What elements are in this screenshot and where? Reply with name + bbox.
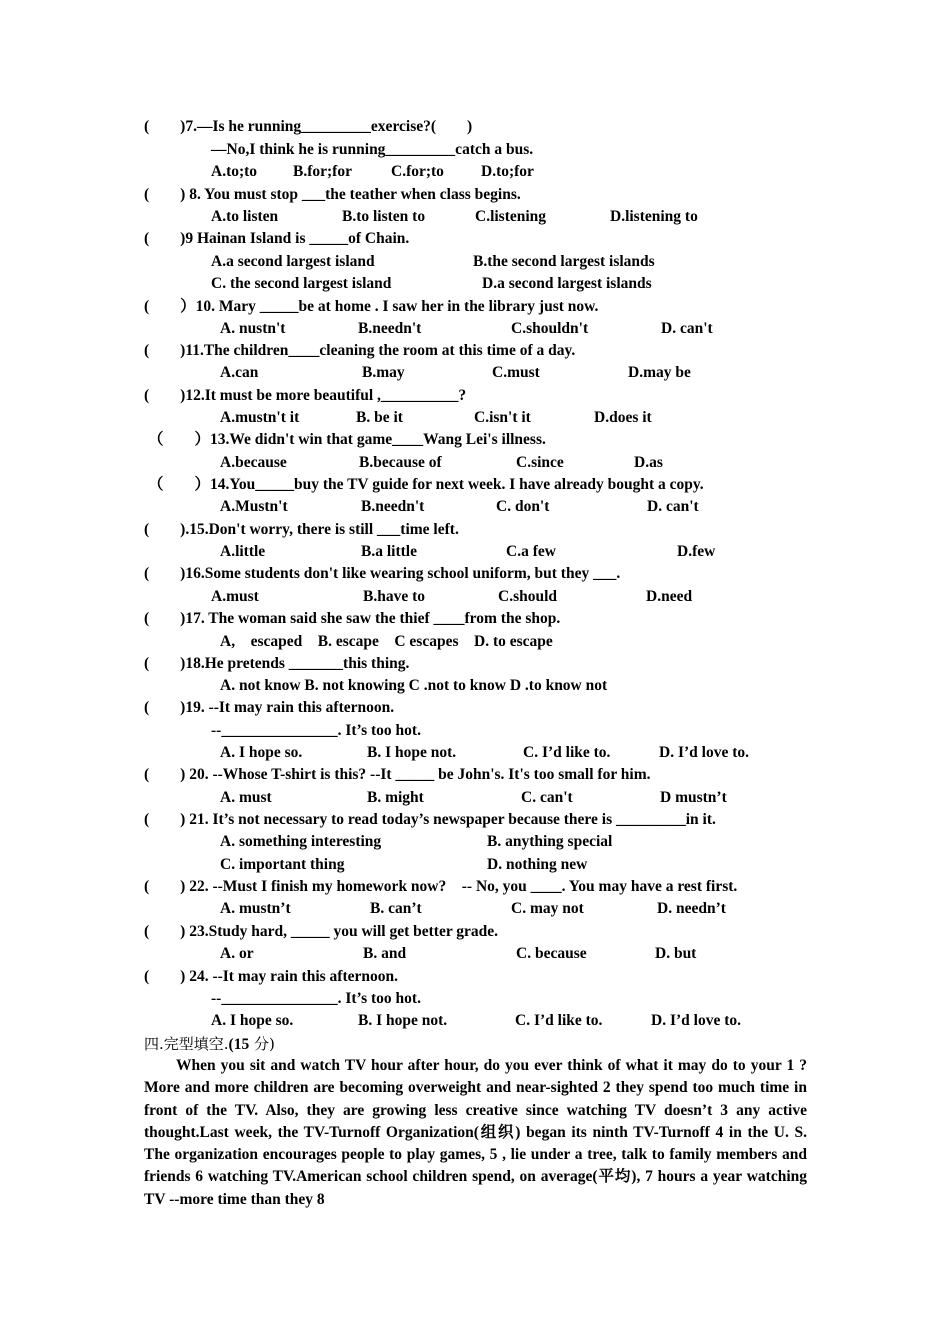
option-c: C. may not [511, 900, 584, 917]
question-16 [0, 563, 950, 585]
question-9-options-row2 [0, 273, 950, 295]
question-stem: ( )9 Hainan Island is _____of Chain. [144, 230, 410, 247]
option-d: D. I’d love to. [651, 1012, 741, 1029]
question-15-options [0, 541, 950, 563]
question-8 [0, 184, 950, 206]
section-heading-cn: 四.完型填空. [144, 1035, 229, 1053]
option-a: A.Mustn't [220, 498, 288, 515]
option-b: B. and [363, 945, 407, 962]
option-d: D.as [634, 454, 663, 471]
question-19 [0, 697, 950, 719]
options-line: A. not know B. not knowing C .not to know D .to know not [220, 677, 608, 694]
question-stem: （ ）13.We didn't win that game____Wang Lei's illness. [148, 431, 546, 448]
question-8-options [0, 206, 950, 228]
question-20 [0, 764, 950, 786]
option-a: A. or [220, 945, 254, 962]
question-7-options [0, 161, 950, 183]
option-d: D. I’d love to. [659, 744, 749, 761]
question-22-options [0, 898, 950, 920]
option-b: B.a little [361, 543, 417, 560]
option-a: A. mustn’t [220, 900, 291, 917]
option-c: C.isn't it [474, 409, 531, 426]
question-14 [0, 474, 950, 496]
option-c: C. because [516, 945, 587, 962]
question-12-options [0, 407, 950, 429]
option-a: A. something interesting [220, 833, 382, 850]
option-a: A.to listen [211, 208, 279, 225]
option-a: A. must [220, 789, 272, 806]
option-d: D. needn’t [657, 900, 726, 917]
option-d: D mustn’t [660, 789, 727, 806]
option-d: D.may be [628, 364, 691, 381]
question-21-options-row2 [0, 854, 950, 876]
question-stem: ( ).15.Don't worry, there is still ___time left. [144, 521, 459, 538]
section-points: (15 [228, 1036, 250, 1053]
option-b: B. I hope not. [367, 744, 457, 761]
question-13 [0, 429, 950, 451]
question-stem: ( )17. The woman said she saw the thief ____from the shop. [144, 610, 561, 627]
option-b: B. can’t [370, 900, 422, 917]
question-21-options-row1 [0, 831, 950, 853]
question-stem: （ ）14.You_____buy the TV guide for next week. I have already bought a copy. [148, 476, 704, 493]
option-a: A.must [211, 588, 259, 605]
option-c: C.must [492, 364, 540, 381]
question-stem: ( ) 24. --It may rain this afternoon. [144, 968, 399, 985]
question-stem: ( ) 21. It’s not necessary to read today’s newspaper because there is _________in it. [144, 811, 716, 828]
question-18 [0, 653, 950, 675]
option-b: B.because of [359, 454, 442, 471]
question-stem: ( )7.—Is he running_________exercise?( ) [144, 118, 473, 135]
option-c: C.shouldn't [511, 320, 589, 337]
question-13-options [0, 452, 950, 474]
option-a: A.little [220, 543, 266, 560]
passage-text: When you sit and watch TV hour after hour, do you ever think of what it may do to your 1 ?More and more children are becoming overweight and near-sighted 2 they spend too much time in front of the TV. Also, they are growing less creative since watching TV doesn’t 3 any active thought.Last week, the TV-Turnoff Organization(组织) began its ninth TV-Turnoff 4 in the U. S. The organization encourages people to play games, 5 , lie under a tree, talk to family members and friends 6 watching TV.American school children spend, on average(平均), 7 hours a year watching TV --more time than they 8 [144, 1057, 807, 1208]
question-stem: ( )19. --It may rain this afternoon. [144, 699, 395, 716]
option-c: C. I’d like to. [523, 744, 611, 761]
question-17-options [0, 631, 950, 653]
question-stem: ( ) 22. --Must I finish my homework now? -- No, you ____. You may have a rest first. [144, 878, 738, 895]
question-23-options [0, 943, 950, 965]
question-11-options [0, 362, 950, 384]
option-a: A.can [220, 364, 259, 381]
option-b: B.needn't [358, 320, 422, 337]
question-12 [0, 385, 950, 407]
option-b: B. I hope not. [358, 1012, 448, 1029]
section-heading [0, 1033, 950, 1055]
option-b: B.may [362, 364, 405, 381]
option-b: B.have to [363, 588, 425, 605]
question-21 [0, 809, 950, 831]
option-b: B.to listen to [342, 208, 426, 225]
question-24-options [0, 1010, 950, 1032]
question-stem: ( )18.He pretends _______this thing. [144, 655, 410, 672]
section-points-cn: 分) [249, 1035, 275, 1053]
option-b: B.needn't [361, 498, 425, 515]
question-10-options [0, 318, 950, 340]
option-a: A.a second largest island [211, 253, 375, 270]
section-heading-text [144, 1033, 275, 1056]
question-24 [0, 966, 950, 988]
question-18-options [0, 675, 950, 697]
question-24-continuation [0, 988, 950, 1010]
option-c: C. I’d like to. [515, 1012, 603, 1029]
option-d: D. can't [661, 320, 713, 337]
option-d: D.to;for [481, 163, 534, 180]
question-15 [0, 519, 950, 541]
option-c: C.listening [475, 208, 547, 225]
option-c: C. don't [496, 498, 550, 515]
cloze-passage [144, 1055, 807, 1211]
option-b: B.for;for [293, 163, 352, 180]
option-a: A.mustn't it [220, 409, 300, 426]
question-stem: ( ) 8. You must stop ___the teather when class begins. [144, 186, 521, 203]
question-9-options-row1 [0, 251, 950, 273]
option-d: D.need [646, 588, 693, 605]
question-22 [0, 876, 950, 898]
question-7 [0, 116, 950, 138]
option-c: C.since [516, 454, 564, 471]
question-23 [0, 921, 950, 943]
option-a: A. I hope so. [220, 744, 303, 761]
question-stem: ( )16.Some students don't like wearing school uniform, but they ___. [144, 565, 621, 582]
option-a: A.to;to [211, 163, 258, 180]
option-b: B.the second largest islands [473, 253, 655, 270]
option-d: D.listening to [610, 208, 698, 225]
option-b: B. be it [356, 409, 403, 426]
question-11 [0, 340, 950, 362]
option-d: D. can't [647, 498, 699, 515]
question-continuation: --_______________. It’s too hot. [211, 722, 421, 739]
option-a: A. I hope so. [211, 1012, 294, 1029]
question-14-options [0, 496, 950, 518]
question-20-options [0, 787, 950, 809]
question-16-options [0, 586, 950, 608]
option-a: A. nustn't [220, 320, 286, 337]
question-stem: ( ) 20. --Whose T-shirt is this? --It _____ be John's. It's too small for him. [144, 766, 651, 783]
option-d: D.few [677, 543, 716, 560]
option-c: C.for;to [391, 163, 444, 180]
option-a: A.because [220, 454, 287, 471]
option-c: C.should [498, 588, 558, 605]
option-d: D. but [655, 945, 697, 962]
question-stem: ( ）10. Mary _____be at home . I saw her in the library just now. [144, 298, 599, 315]
option-b: B. anything special [487, 833, 613, 850]
question-stem: ( )11.The children____cleaning the room at this time of a day. [144, 342, 576, 359]
question-9 [0, 228, 950, 250]
option-d: D.a second largest islands [482, 275, 652, 292]
question-continuation: —No,I think he is running_________catch a bus. [211, 141, 534, 158]
option-d: D. nothing new [487, 856, 588, 873]
question-17 [0, 608, 950, 630]
question-19-continuation [0, 720, 950, 742]
options-line: A, escaped B. escape C escapes D. to escape [220, 633, 553, 650]
option-c: C.a few [506, 543, 556, 560]
question-10 [0, 296, 950, 318]
question-stem: ( )12.It must be more beautiful ,__________? [144, 387, 467, 404]
option-c: C. the second largest island [211, 275, 392, 292]
question-continuation: --_______________. It’s too hot. [211, 990, 421, 1007]
question-19-options [0, 742, 950, 764]
option-b: B. might [367, 789, 424, 806]
question-stem: ( ) 23.Study hard, _____ you will get better grade. [144, 923, 499, 940]
option-c: C. important thing [220, 856, 345, 873]
option-c: C. can't [521, 789, 573, 806]
question-7-continuation [0, 139, 950, 161]
option-d: D.does it [594, 409, 652, 426]
